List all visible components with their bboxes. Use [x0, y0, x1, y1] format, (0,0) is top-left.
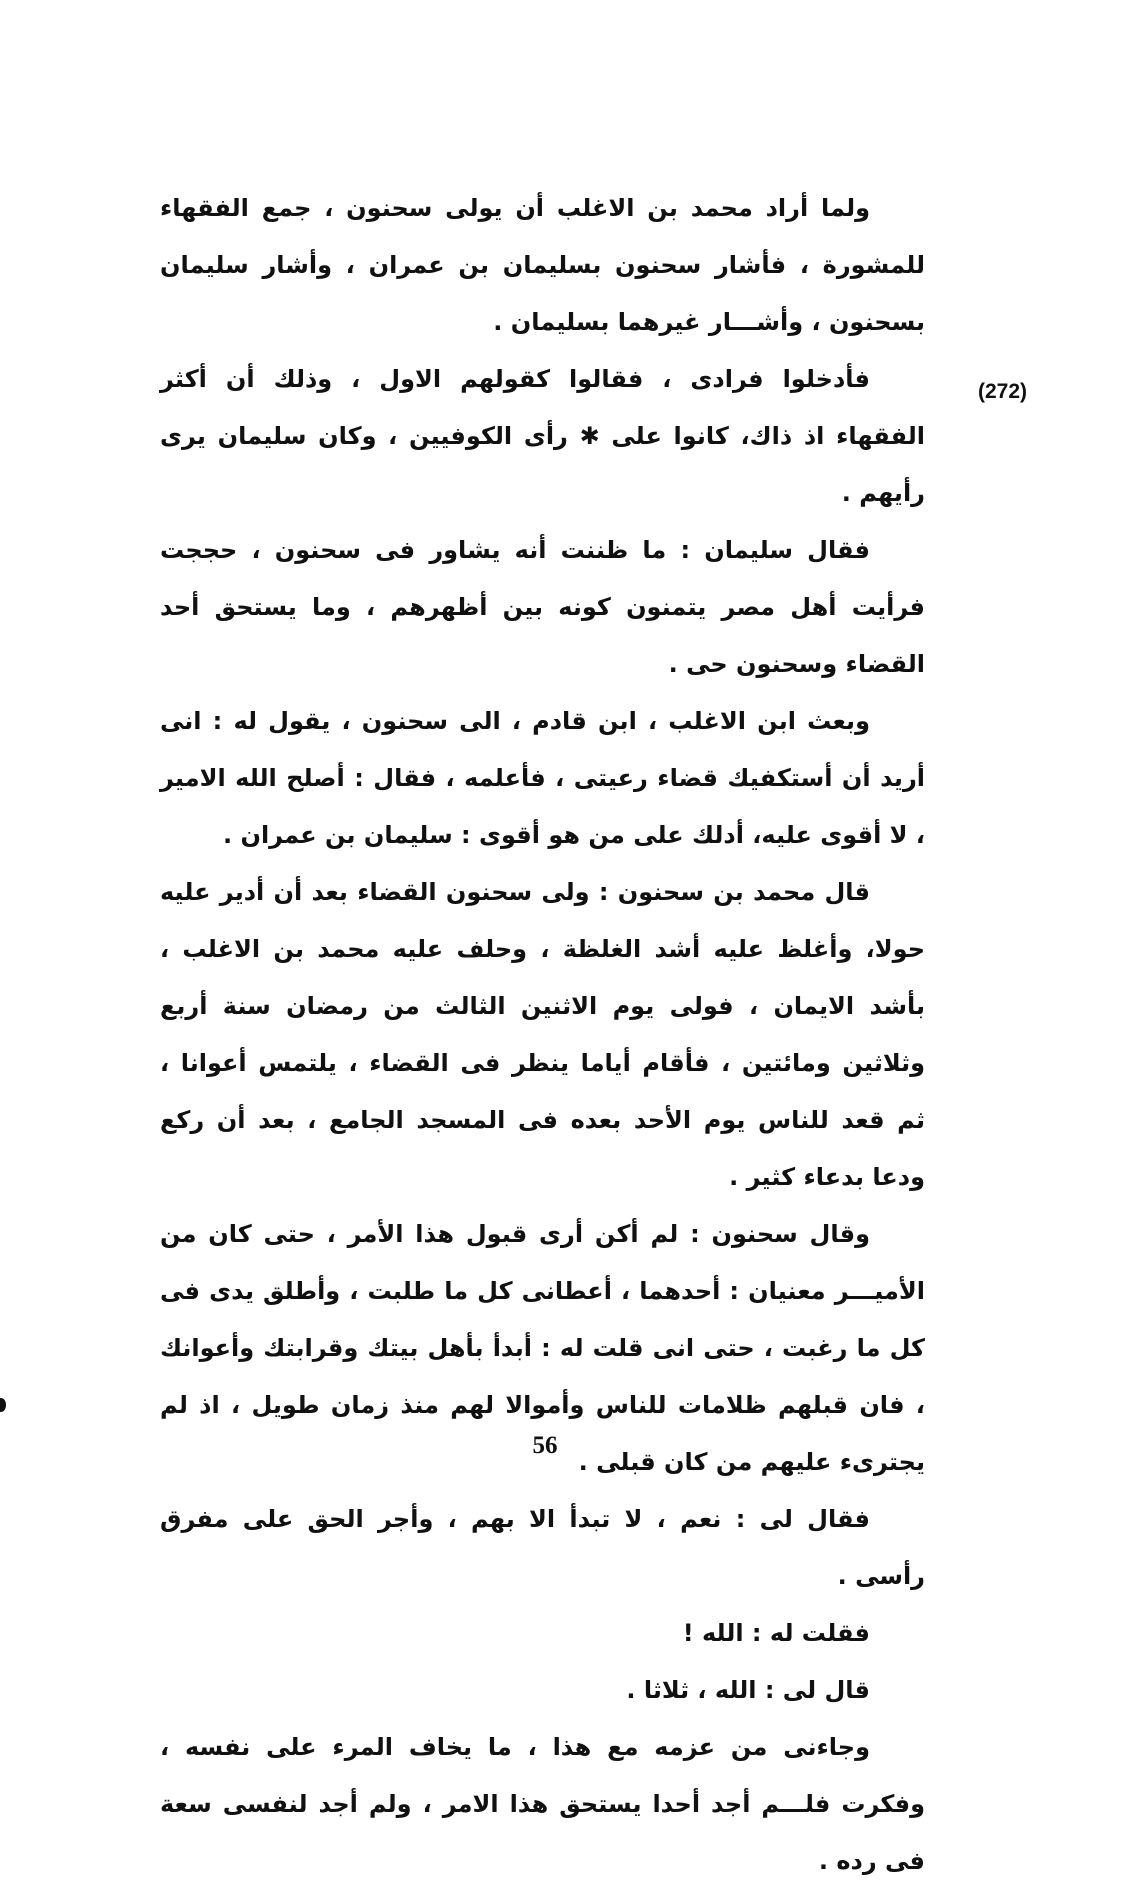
paragraph-6: وقال سحنون : لم أكن أرى قبول هذا الأمر ، حتى كان من الأميـــر معنيان : أحدهما ، أعطانى كل ما طلبت ، وأطلق يدى فى كل ما رغبت ، حتى انى قلت له : أبدأ بأهل بيتك وقرابتك وأعوانك ، فان قبلهم ظلامات للناس وأموالا لهم منذ زمان طويل ، اذ لم يجترىء عليهم من كان قبلى . [160, 1220, 925, 1476]
paragraph-5: قال محمد بن سحنون : ولى سحنون القضاء بعد أن أدير عليه حولا، وأغلظ عليه أشد الغلظة ، وحلف عليه محمد بن الاغلب ، بأشد الايمان ، فولى يوم الاثنين الثالث من رمضان سنة أربع وثلاثين ومائتين ، فأقام أياما ينظر فى القضاء ، يلتمس أعوانا ، ثم قعد للناس يوم الأحد بعده فى المسجد الجامع ، بعد أن ركع ودعا بدعاء كثير . [160, 878, 925, 1191]
page-number: 56 [532, 1432, 558, 1459]
paragraph-8: فقلت له : الله ! [682, 1619, 870, 1647]
paragraph-9: قال لى : الله ، ثلاثا . [626, 1676, 870, 1704]
paragraph-3: فقال سليمان : ما ظننت أنه يشاور فى سحنون ، حججت فرأيت أهل مصر يتمنون كونه بين أظهرهم ، وما يستحق أحد القضاء وسحنون حى . [160, 536, 925, 678]
margin-reference-number: (272) [978, 380, 1028, 403]
paragraph-2: فأدخلوا فرادى ، فقالوا كقولهم الاول ، وذلك أن أكثر الفقهاء اذ ذاك، كانوا على ✱ رأى الكوفيين ، وكان سليمان يرى رأيهم . [160, 365, 925, 507]
paragraph-10: وجاءنى من عزمه مع هذا ، ما يخاف المرء على نفسه ، وفكرت فلـــم أجد أحدا يستحق هذا الامر ، ولم أجد لنفسى سعة فى رده . [160, 1733, 925, 1875]
paragraph-7: فقال لى : نعم ، لا تبدأ الا بهم ، وأجر الحق على مفرق رأسى . [160, 1505, 925, 1590]
paragraph-1: ولما أراد محمد بن الاغلب أن يولى سحنون ، جمع الفقهاء للمشورة ، فأشار سحنون بسليمان بن عمران ، وأشار سليمان بسحنون ، وأشـــار غيرهما بسليمان . [160, 194, 925, 336]
body-text [160, 180, 925, 1890]
paragraph-4: وبعث ابن الاغلب ، ابن قادم ، الى سحنون ، يقول له : انى أريد أن أستكفيك قضاء رعيتى ، فأعلمه ، فقال : أصلح الله الامير ، لا أقوى عليه، أدلك على من هو أقوى : سليمان بن عمران . [160, 707, 925, 849]
scan-edge-mark [0, 1398, 6, 1412]
